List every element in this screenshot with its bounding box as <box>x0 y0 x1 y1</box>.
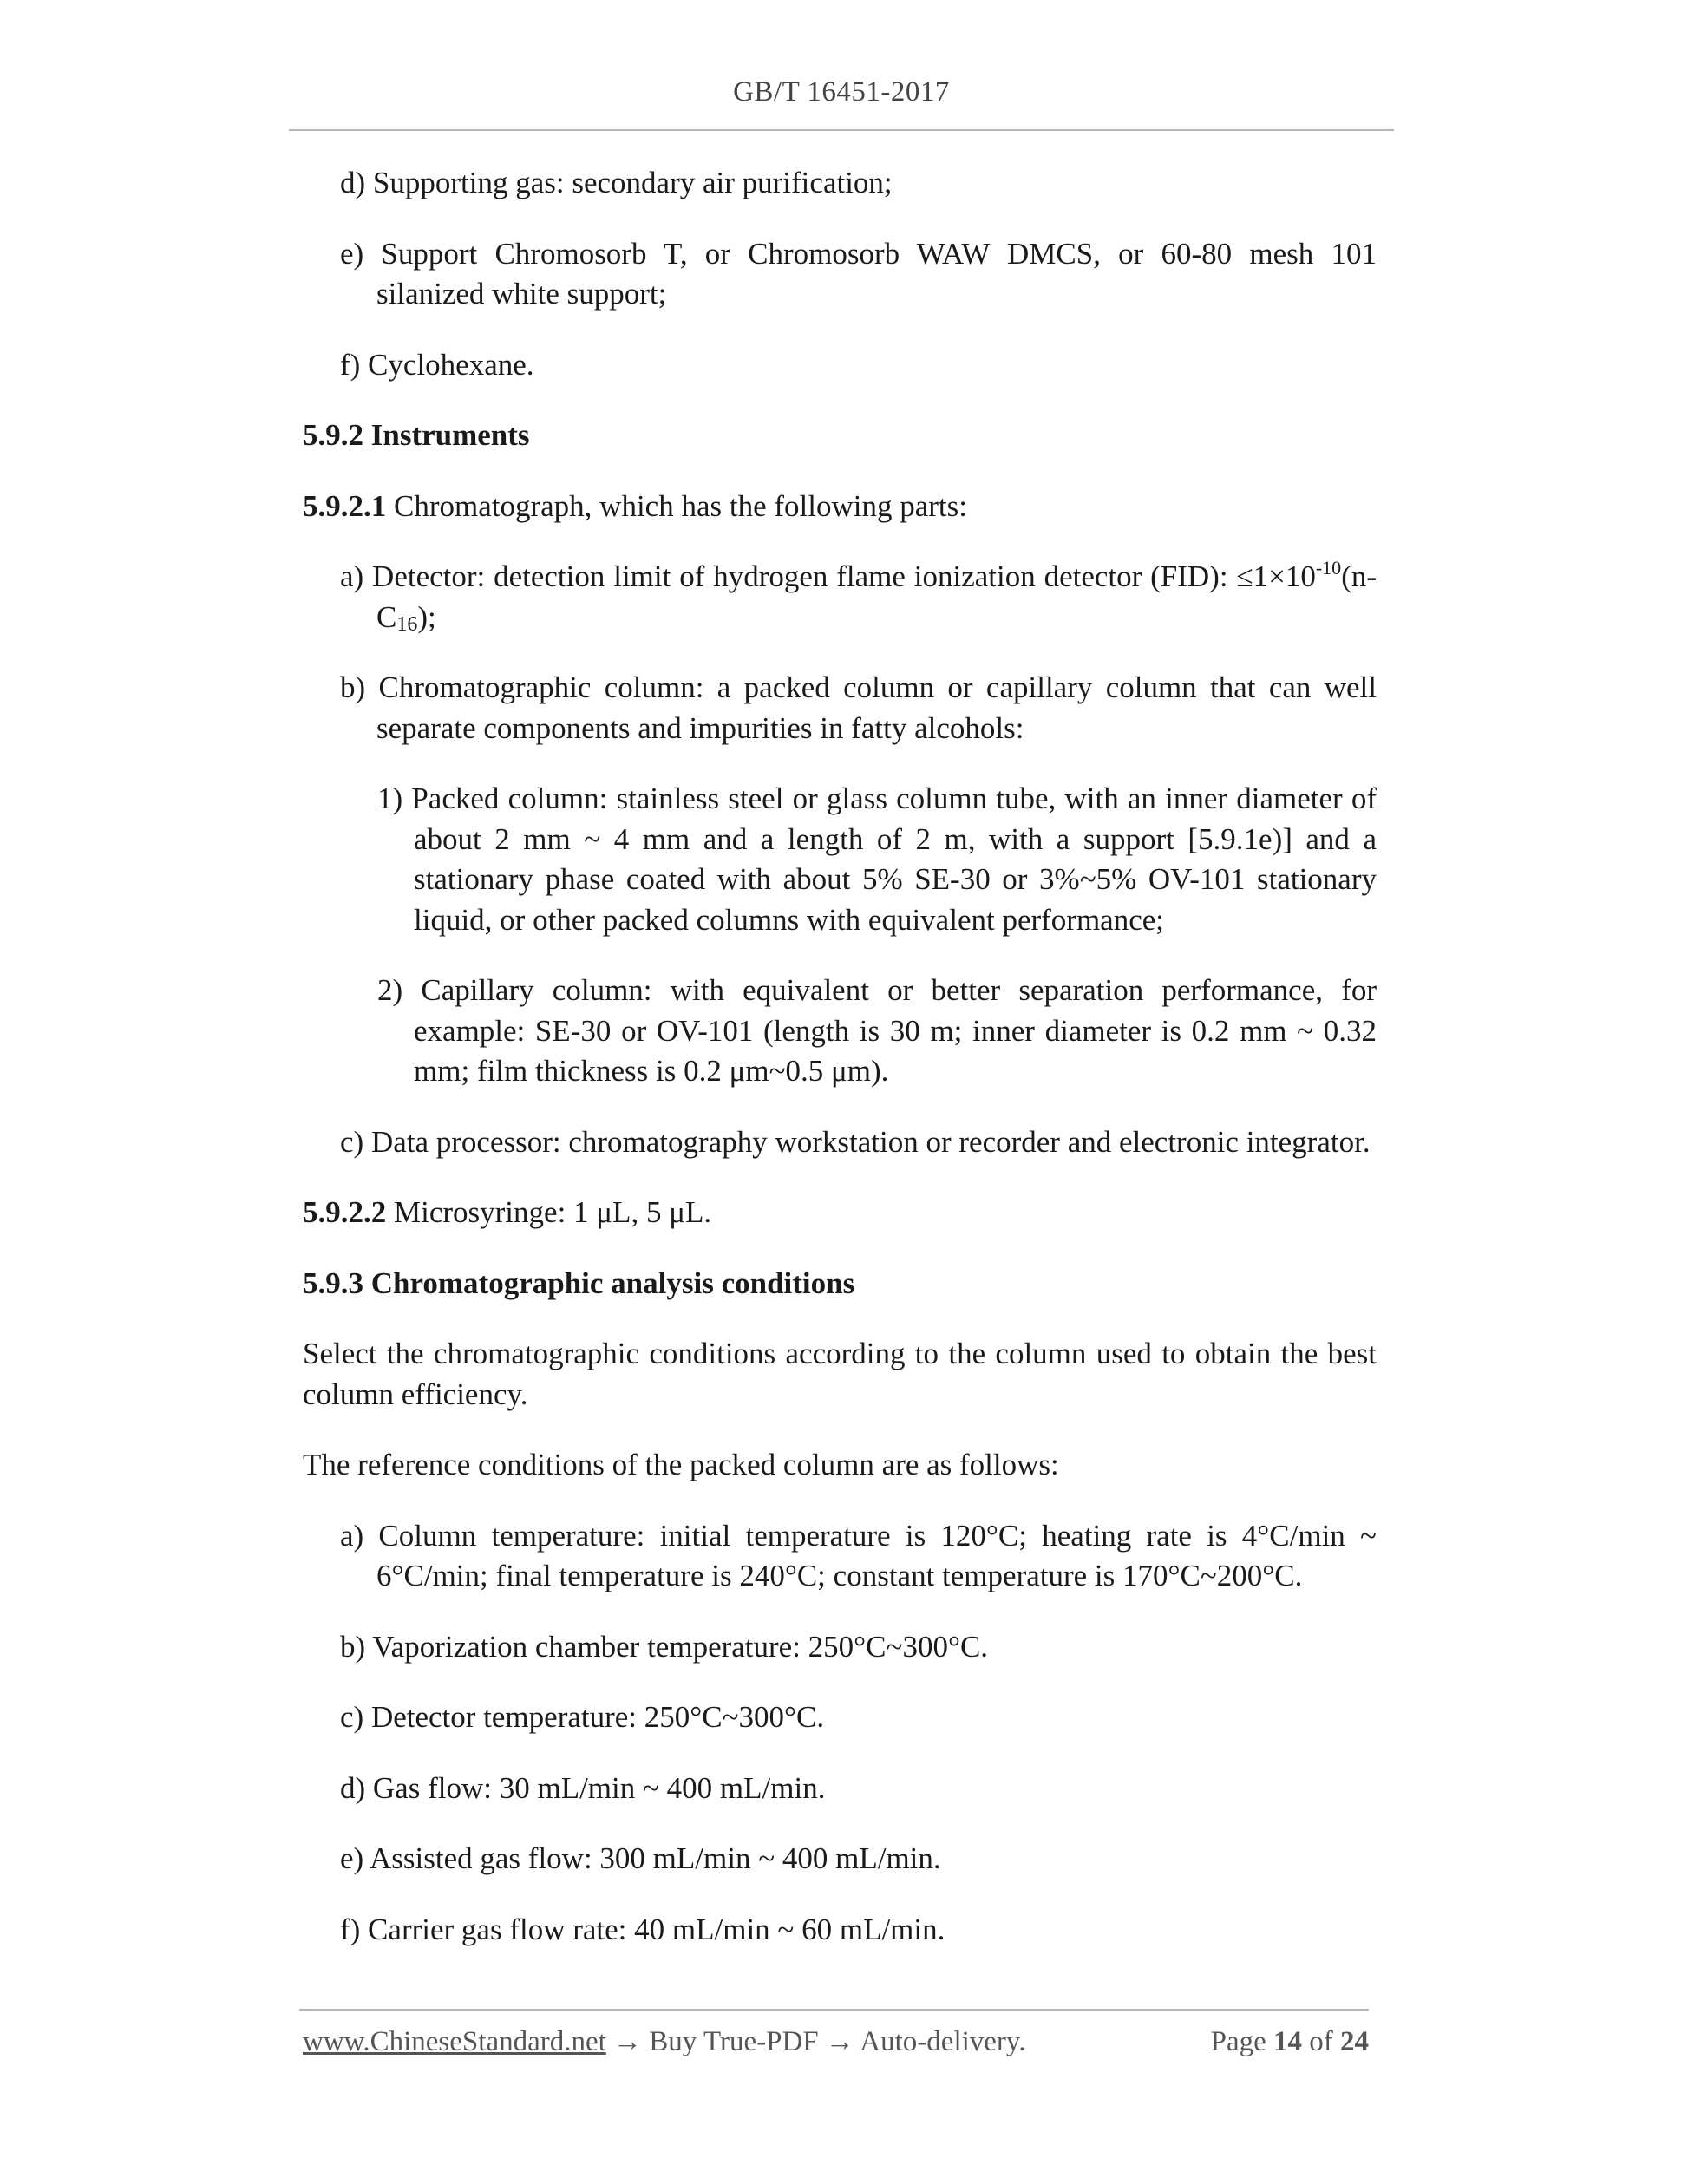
footer-tagline: → Buy True-PDF → Auto-delivery. <box>605 2026 1026 2057</box>
detector-text-mid: (n-C <box>376 559 1377 634</box>
list-item-vaporization-temperature: b) Vaporization chamber temperature: 250°C~300°C. <box>340 1629 989 1664</box>
list-item-gas-flow: d) Gas flow: 30 mL/min ~ 400 mL/min. <box>340 1770 826 1805</box>
clause-text: Microsyringe: 1 μL, 5 μL. <box>386 1195 712 1229</box>
header-divider <box>289 129 1394 131</box>
footer-divider <box>299 2009 1369 2011</box>
page-header-title: GB/T 16451-2017 <box>733 76 950 108</box>
detector-exponent: -10 <box>1315 557 1342 579</box>
page-total: 24 <box>1340 2026 1369 2057</box>
footer-promo <box>303 2026 1026 2058</box>
paragraph-reference-conditions: The reference conditions of the packed column are as follows: <box>303 1448 1059 1481</box>
document-body <box>303 163 1377 1980</box>
page-current: 14 <box>1273 2026 1302 2057</box>
list-item-carrier-gas-flow: f) Carrier gas flow rate: 40 mL/min ~ 60 mL/min. <box>340 1912 945 1946</box>
list-item-data-processor: c) Data processor: chromatography workstation or recorder and electronic integrator. <box>340 1124 1371 1159</box>
page-label: Page <box>1210 2026 1273 2057</box>
list-item-support: e) Support Chromosorb T, or Chromosorb WAW DMCS, or 60-80 mesh 101 silanized white support; <box>340 236 1377 311</box>
list-item-assisted-gas-flow: e) Assisted gas flow: 300 mL/min ~ 400 mL/min. <box>340 1841 941 1875</box>
detector-text: a) Detector: detection limit of hydrogen flame ionization detector (FID): ≤1×10 <box>340 559 1316 593</box>
clause-microsyringe <box>303 1193 1377 1233</box>
paragraph-select-conditions: Select the chromatographic conditions according to the column used to obtain the best column efficiency. <box>303 1337 1377 1411</box>
detector-text-end: ); <box>417 599 436 634</box>
clause-number: 5.9.2.1 <box>303 488 387 523</box>
detector-subscript: 16 <box>396 612 418 636</box>
list-item-supporting-gas: d) Supporting gas: secondary air purification; <box>340 166 893 199</box>
list-item-column-temperature: a) Column temperature: initial temperature is 120°C; heating rate is 4°C/min ~ 6°C/min; final temperature is 240°C; constant temperature is 170°C~200°C. <box>340 1518 1377 1592</box>
clause-number: 5.9.2.2 <box>303 1195 387 1229</box>
list-item-detector <box>303 557 1377 638</box>
list-item-cyclohexane: f) Cyclohexane. <box>340 347 534 382</box>
list-item-detector-temperature: c) Detector temperature: 250°C~300°C. <box>340 1700 825 1734</box>
list-item-packed-column: 1) Packed column: stainless steel or glass column tube, with an inner diameter of about 2 mm ~ 4 mm and a length of 2 m, with a support [5.9.1e)] and a stationary phase coated with about 5% SE-30 or 3%~5% OV-101 stationary liquid, or other packed columns with equivalent performance; <box>377 781 1377 937</box>
website-link[interactable]: www.ChineseStandard.net <box>303 2026 606 2057</box>
section-heading-instruments: 5.9.2 Instruments <box>303 418 530 452</box>
section-heading-analysis-conditions: 5.9.3 Chromatographic analysis conditions <box>303 1265 855 1300</box>
page-of: of <box>1302 2026 1340 2057</box>
list-item-column: b) Chromatographic column: a packed column or capillary column that can well separate components and impurities in fatty alcohols: <box>340 670 1377 745</box>
page-number <box>1211 2026 1369 2058</box>
clause-text: Chromatograph, which has the following parts: <box>386 488 967 523</box>
list-item-capillary-column: 2) Capillary column: with equivalent or better separation performance, for example: SE-30 or OV-101 (length is 30 m; inner diameter is 0.2 mm ~ 0.32 mm; film thickness is 0.2 μm~0.5 μm). <box>377 973 1377 1088</box>
page-footer <box>303 2026 1369 2058</box>
clause-chromatograph <box>303 487 1377 527</box>
